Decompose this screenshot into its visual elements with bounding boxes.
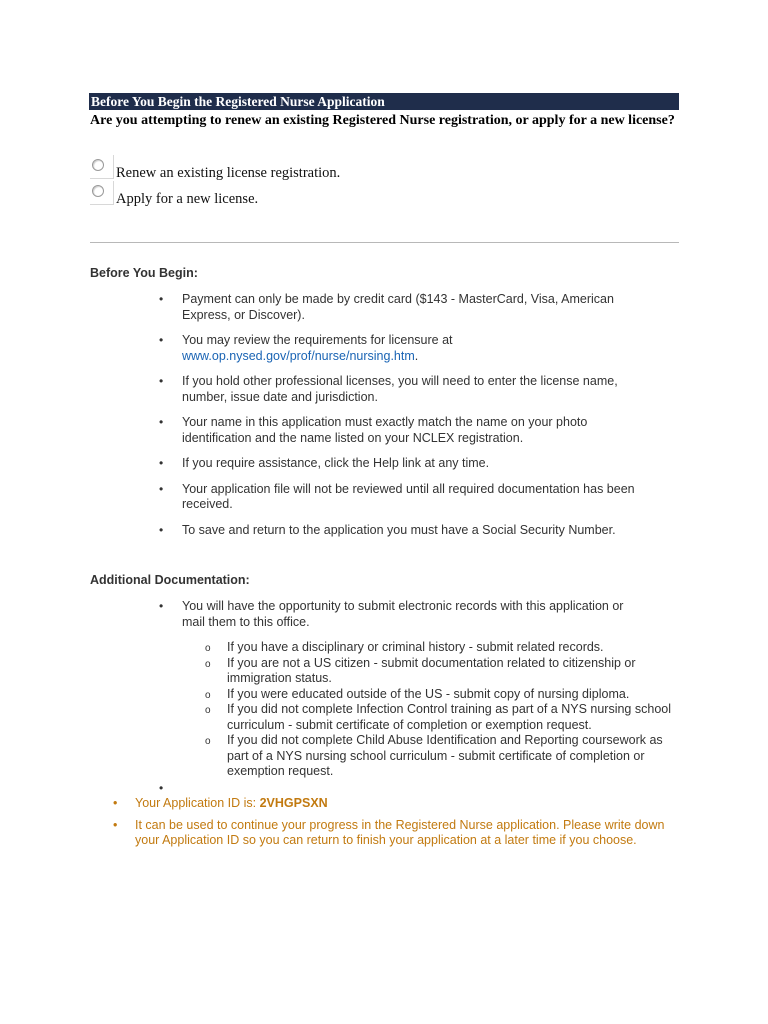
divider [90, 242, 679, 243]
circle-bullet-icon: o [205, 705, 211, 716]
list-item: • If you require assistance, click the Help link at any time. [159, 456, 490, 470]
additional-documentation-list [0, 599, 642, 630]
before-you-begin-heading: Before You Begin: [90, 266, 198, 280]
application-id-notice [0, 796, 680, 849]
sub-list-item: o If you did not complete Child Abuse Identification and Reporting coursework as part of a NYS nursing school curriculum - submit certificate of completion or exemption request. [205, 733, 663, 778]
page-title: Before You Begin the Registered Nurse Application [91, 94, 385, 109]
application-id-note: • It can be used to continue your progress in the Registered Nurse application. Please write down your Application ID so you can return to finish your application at a later time if you choose. [113, 817, 665, 847]
bullet-icon: • [159, 292, 164, 306]
documentation-sublist [0, 640, 672, 780]
additional-documentation-heading: Additional Documentation: [90, 573, 250, 587]
empty-bullet-list [0, 781, 642, 797]
bullet-icon: • [159, 481, 164, 496]
before-you-begin-list [0, 292, 642, 538]
bullet-icon: • [159, 415, 164, 429]
circle-bullet-icon: o [205, 736, 211, 747]
section-title-bar [89, 93, 679, 110]
bullet-icon: • [159, 456, 164, 470]
licensure-requirements-link[interactable]: www.op.nysed.gov/prof/nurse/nursing.htm [182, 348, 415, 363]
sub-list-item: o If you are not a US citizen - submit documentation related to citizenship or immigration status. [205, 655, 636, 685]
application-id-value: 2VHGPSXN [259, 796, 328, 810]
application-id-line: • Your Application ID is: 2VHGPSXN [113, 796, 328, 810]
renewal-question: Are you attempting to renew an existing Registered Nurse registration, or apply for a new license? [90, 113, 675, 128]
bullet-icon: • [159, 781, 164, 795]
circle-bullet-icon: o [205, 643, 211, 654]
new-license-option-label[interactable]: Apply for a new license. [116, 191, 259, 207]
list-item: • Your application file will not be reviewed until all required documentation has been received. [159, 481, 635, 511]
renew-option-label[interactable]: Renew an existing license registration. [116, 165, 341, 181]
bullet-icon: • [159, 374, 164, 388]
list-item: • If you hold other professional licenses, you will need to enter the license name, number, issue date and jurisdiction. [159, 374, 618, 404]
bullet-icon: • [159, 599, 164, 613]
bullet-icon: • [159, 333, 164, 347]
list-item: • To save and return to the application you must have a Social Security Number. [159, 522, 616, 537]
circle-bullet-icon: o [205, 689, 211, 701]
list-item: • You may review the requirements for licensure at www.op.nysed.gov/prof/nurse/nursing.htm. [159, 333, 453, 363]
bullet-icon: • [113, 817, 118, 832]
list-item [0, 781, 642, 797]
renew-radio-button[interactable] [92, 159, 104, 171]
list-item: • Payment can only be made by credit card ($143 - MasterCard, Visa, American Express, or Discover). [159, 292, 614, 322]
sub-list-item: o If you did not complete Infection Control training as part of a NYS nursing school curriculum - submit certificate of completion or exemption request. [205, 702, 671, 732]
list-item: • Your name in this application must exactly match the name on your photo identification and the name listed on your NCLEX registration. [159, 415, 588, 445]
bullet-icon: • [159, 522, 164, 537]
list-item: • You will have the opportunity to submit electronic records with this application or mail them to this office. [159, 599, 624, 629]
sub-list-item: o If you have a disciplinary or criminal history - submit related records. [0, 640, 672, 656]
circle-bullet-icon: o [205, 658, 211, 670]
sub-list-item: o If you were educated outside of the US - submit copy of nursing diploma. [0, 687, 672, 703]
new-license-radio-button[interactable] [92, 185, 104, 197]
bullet-icon: • [113, 796, 118, 810]
